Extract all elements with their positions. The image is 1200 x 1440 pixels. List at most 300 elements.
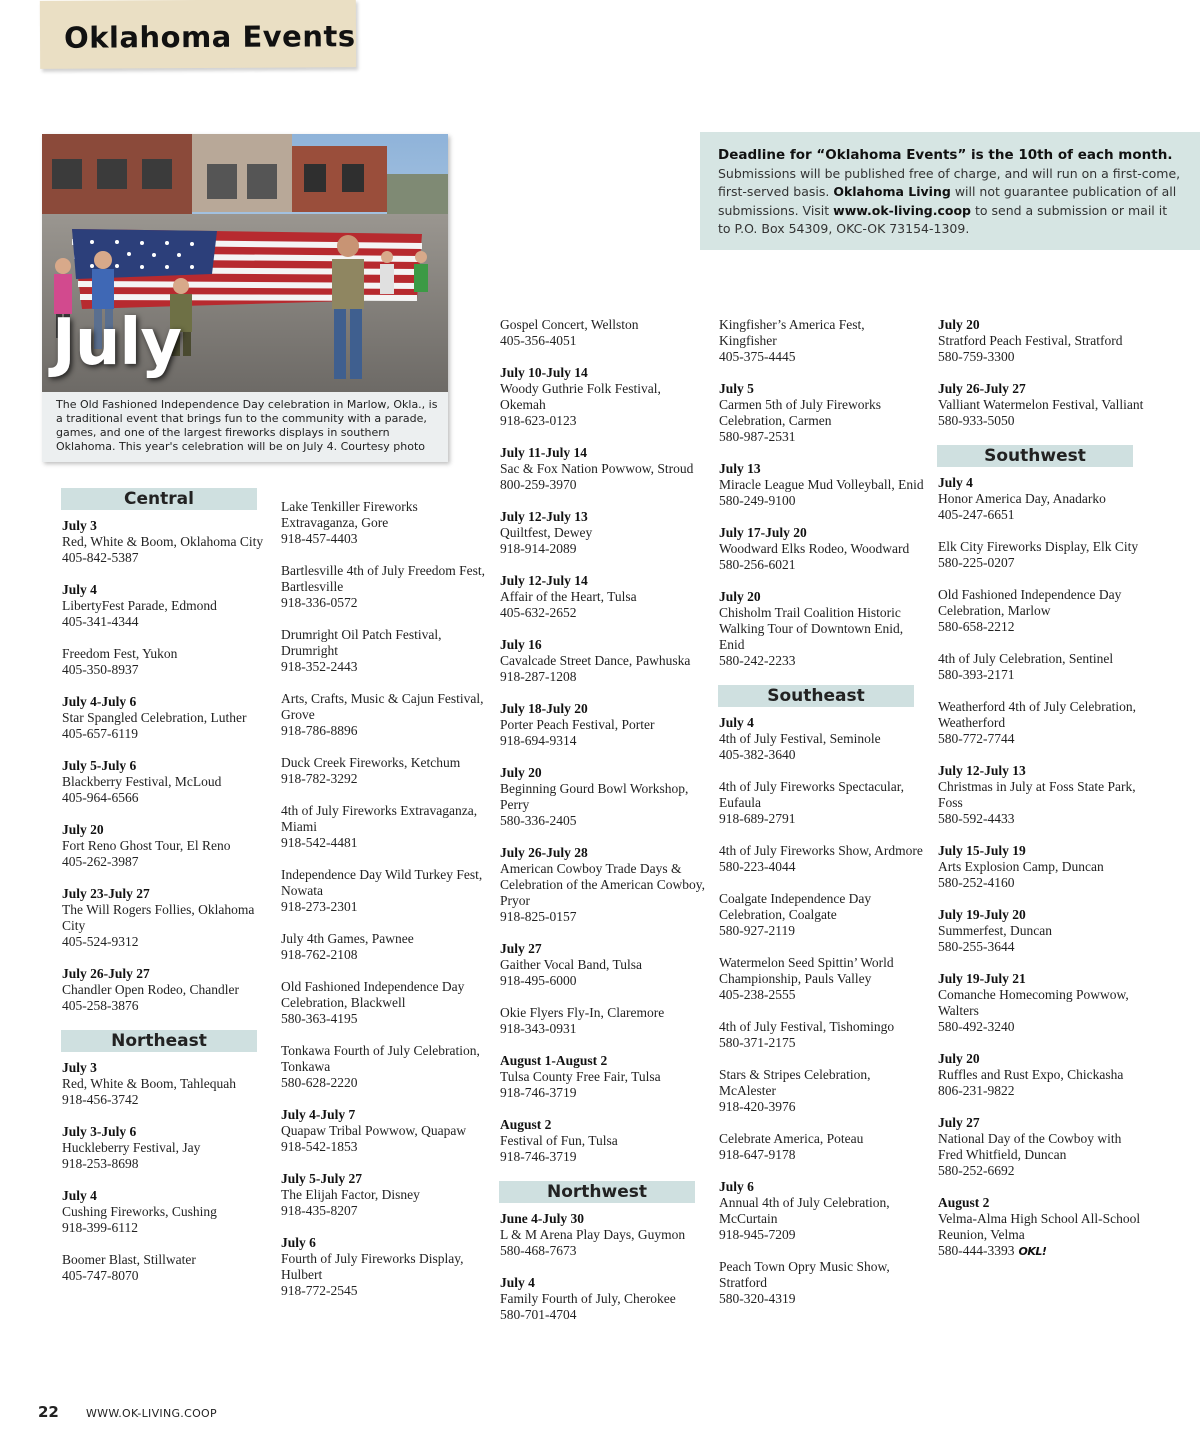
event-phone [281, 899, 487, 915]
event-phone [719, 1147, 925, 1163]
event-phone [62, 550, 268, 566]
event-name: Christmas in July at Foss State Park, Foss [938, 779, 1136, 810]
event-item [500, 1005, 706, 1037]
event-name: Independence Day Wild Turkey Fest, Nowata [281, 867, 483, 898]
event-phone-number: 580-444-3393 [938, 1243, 1015, 1258]
event-item [500, 1117, 706, 1165]
event-phone-number: 918-772-2545 [281, 1283, 358, 1298]
events-column-1 [62, 488, 268, 1300]
event-name: Stars & Stripes Celebration, McAlester [719, 1067, 871, 1098]
event-date: July 4 [719, 715, 754, 730]
event-item [281, 563, 487, 611]
event-phone-number: 580-336-2405 [500, 813, 577, 828]
event-item [500, 509, 706, 557]
event-item [500, 1211, 706, 1259]
event-name: Family Fourth of July, Cherokee [500, 1291, 676, 1306]
event-name: The Will Rogers Follies, Oklahoma City [62, 902, 255, 933]
event-phone [62, 998, 268, 1014]
event-date: July 26-July 28 [500, 845, 588, 860]
page-number: 22 [38, 1403, 59, 1421]
event-date: July 20 [938, 1051, 980, 1066]
footer-website-link[interactable]: WWW.OK-LIVING.COOP [85, 1407, 217, 1420]
event-phone-number: 580-658-2212 [938, 619, 1015, 634]
event-name: 4th of July Fireworks Spectacular, Eufaula [719, 779, 905, 810]
event-phone-number: 580-252-6692 [938, 1163, 1015, 1178]
event-date: July 4 [938, 475, 973, 490]
event-item [938, 971, 1144, 1035]
event-item [938, 1051, 1144, 1099]
event-item [500, 1275, 706, 1323]
event-name: Duck Creek Fireworks, Ketchum [281, 755, 461, 770]
event-item [938, 907, 1144, 955]
event-item [500, 941, 706, 989]
event-phone [500, 541, 706, 557]
event-phone [938, 667, 1144, 683]
event-phone [62, 662, 268, 678]
event-name: Annual 4th of July Celebration, McCurtain [719, 1195, 890, 1226]
event-name: Porter Peach Festival, Porter [500, 717, 655, 732]
event-phone [62, 790, 268, 806]
event-phone-number: 405-258-3876 [62, 998, 139, 1013]
event-phone [500, 1021, 706, 1037]
event-date: July 6 [719, 1179, 754, 1194]
event-name: Honor America Day, Anadarko [938, 491, 1106, 506]
event-phone-number: 918-343-0931 [500, 1021, 577, 1036]
event-item [719, 1019, 925, 1051]
event-name: Coalgate Independence Day Celebration, Coalgate [719, 891, 872, 922]
event-phone [281, 1075, 487, 1091]
event-item [719, 1131, 925, 1163]
event-phone [719, 1099, 925, 1115]
event-name: Celebrate America, Poteau [719, 1131, 864, 1146]
event-item [62, 886, 268, 950]
event-phone [500, 605, 706, 621]
event-item [281, 1107, 487, 1155]
event-name: Fourth of July Fireworks Display, Hulbert [281, 1251, 464, 1282]
event-name: Fort Reno Ghost Tour, El Reno [62, 838, 231, 853]
event-phone-number: 405-238-2555 [719, 987, 796, 1002]
event-phone-number: 918-273-2301 [281, 899, 358, 914]
event-phone [281, 1011, 487, 1027]
event-phone-number: 918-762-2108 [281, 947, 358, 962]
event-phone-number: 405-382-3640 [719, 747, 796, 762]
event-name: Blackberry Festival, McLoud [62, 774, 222, 789]
event-name: Chisholm Trail Coalition Historic Walking Tour of Downtown Enid, Enid [719, 605, 904, 652]
event-phone [281, 1139, 487, 1155]
event-phone-number: 580-223-4044 [719, 859, 796, 874]
event-date: July 5-July 6 [62, 758, 137, 773]
event-item [62, 966, 268, 1014]
event-phone [500, 477, 706, 493]
event-phone [938, 731, 1144, 747]
event-item [719, 1067, 925, 1115]
event-name: LibertyFest Parade, Edmond [62, 598, 217, 613]
event-phone [719, 429, 925, 445]
event-phone [500, 1149, 706, 1165]
event-date: July 23-July 27 [62, 886, 150, 901]
event-phone-number: 580-255-3644 [938, 939, 1015, 954]
event-name: Tulsa County Free Fair, Tulsa [500, 1069, 661, 1084]
page-title: Oklahoma Events [63, 19, 356, 55]
event-date: July 5-July 27 [281, 1171, 363, 1186]
region-heading: Southeast [718, 685, 914, 707]
event-date: July 6 [281, 1235, 316, 1250]
event-phone [281, 947, 487, 963]
event-name: Lake Tenkiller Fireworks Extravaganza, Gore [281, 499, 418, 530]
event-name: Beginning Gourd Bowl Workshop, Perry [500, 781, 689, 812]
event-date: July 3-July 6 [62, 1124, 137, 1139]
event-date: July 20 [62, 822, 104, 837]
event-name: Red, White & Boom, Tahlequah [62, 1076, 237, 1091]
event-phone [719, 557, 925, 573]
event-phone-number: 405-262-3987 [62, 854, 139, 869]
event-item [281, 627, 487, 675]
event-phone [500, 669, 706, 685]
event-item [500, 845, 706, 925]
event-phone [719, 987, 925, 1003]
event-phone [62, 1220, 268, 1236]
event-name: Miracle League Mud Volleyball, Enid [719, 477, 924, 492]
event-item [938, 381, 1144, 429]
event-item [719, 955, 925, 1003]
event-date: July 17-July 20 [719, 525, 807, 540]
event-name: Boomer Blast, Stillwater [62, 1252, 196, 1267]
event-name: Huckleberry Festival, Jay [62, 1140, 201, 1155]
event-phone [938, 619, 1144, 635]
event-item [62, 1124, 268, 1172]
event-date: July 12-July 13 [938, 763, 1026, 778]
event-date: July 4-July 7 [281, 1107, 356, 1122]
event-phone [500, 909, 706, 925]
event-item [500, 365, 706, 429]
event-item [500, 765, 706, 829]
event-name: Summerfest, Duncan [938, 923, 1052, 938]
event-phone [938, 1019, 1144, 1035]
event-phone [281, 771, 487, 787]
event-item [500, 573, 706, 621]
event-phone [281, 835, 487, 851]
event-phone [281, 723, 487, 739]
event-phone [938, 939, 1144, 955]
event-name: Peach Town Opry Music Show, Stratford [719, 1259, 890, 1290]
event-date: July 20 [500, 765, 542, 780]
event-name: Tonkawa Fourth of July Celebration, Tonkawa [281, 1043, 480, 1074]
event-phone [62, 1156, 268, 1172]
region-heading: Northeast [61, 1030, 257, 1052]
event-name: July 4th Games, Pawnee [281, 931, 414, 946]
event-item [62, 694, 268, 742]
event-phone-number: 918-647-9178 [719, 1147, 796, 1162]
event-phone-number: 918-336-0572 [281, 595, 358, 610]
event-phone [500, 813, 706, 829]
section-title-tab [40, 0, 356, 69]
event-phone-number: 580-249-9100 [719, 493, 796, 508]
region-heading: Northwest [499, 1181, 695, 1203]
event-name: 4th of July Celebration, Sentinel [938, 651, 1114, 666]
event-phone-number: 580-492-3240 [938, 1019, 1015, 1034]
event-item [281, 1043, 487, 1091]
event-date: July 27 [500, 941, 542, 956]
event-name: 4th of July Fireworks Show, Ardmore [719, 843, 923, 858]
event-phone [938, 555, 1144, 571]
event-phone [938, 507, 1144, 523]
event-phone-number: 580-701-4704 [500, 1307, 577, 1322]
event-item [62, 1060, 268, 1108]
event-name: Red, White & Boom, Oklahoma City [62, 534, 264, 549]
event-date: July 5 [719, 381, 754, 396]
event-phone [281, 1203, 487, 1219]
event-phone [719, 349, 925, 365]
event-name: American Cowboy Trade Days & Celebration of the American Cowboy, Pryor [500, 861, 705, 908]
region-heading: Central [61, 488, 257, 510]
event-phone-number: 918-352-2443 [281, 659, 358, 674]
event-item [719, 461, 925, 509]
event-phone [281, 659, 487, 675]
event-name: Old Fashioned Independence Day Celebration, Blackwell [281, 979, 465, 1010]
event-phone-number: 918-825-0157 [500, 909, 577, 924]
event-name: National Day of the Cowboy with Fred Whitfield, Duncan [938, 1131, 1122, 1162]
event-item [281, 499, 487, 547]
event-phone-number: 918-457-4403 [281, 531, 358, 546]
event-phone-number: 580-759-3300 [938, 349, 1015, 364]
event-phone [62, 1092, 268, 1108]
event-item [62, 822, 268, 870]
event-name: 4th of July Festival, Seminole [719, 731, 881, 746]
event-phone-number: 918-420-3976 [719, 1099, 796, 1114]
event-name: Old Fashioned Independence Day Celebration, Marlow [938, 587, 1122, 618]
event-phone-number: 580-927-2119 [719, 923, 795, 938]
event-name: Woodward Elks Rodeo, Woodward [719, 541, 910, 556]
event-phone-number: 918-945-7209 [719, 1227, 796, 1242]
event-phone [281, 595, 487, 611]
event-phone-number: 580-320-4319 [719, 1291, 796, 1306]
events-column-2 [281, 499, 487, 1315]
event-name: Chandler Open Rodeo, Chandler [62, 982, 239, 997]
event-item [281, 755, 487, 787]
event-phone [719, 1291, 925, 1307]
event-date: July 12-July 14 [500, 573, 588, 588]
event-phone-number: 580-225-0207 [938, 555, 1015, 570]
event-name: Weatherford 4th of July Celebration, Weatherford [938, 699, 1136, 730]
event-name: Cushing Fireworks, Cushing [62, 1204, 217, 1219]
event-date: July 3 [62, 1060, 97, 1075]
event-phone-number: 580-242-2233 [719, 653, 796, 668]
deadline-brand: Oklahoma Living [833, 184, 951, 199]
event-date: July 16 [500, 637, 542, 652]
event-item [938, 699, 1144, 747]
event-date: July 10-July 14 [500, 365, 588, 380]
events-column-5 [938, 317, 1144, 1276]
event-date: July 15-July 19 [938, 843, 1026, 858]
event-name: Watermelon Seed Spittin’ World Championship, Pauls Valley [719, 955, 894, 986]
event-phone [62, 934, 268, 950]
event-date: July 20 [938, 317, 980, 332]
event-name: Freedom Fest, Yukon [62, 646, 178, 661]
event-item [719, 779, 925, 827]
event-phone-number: 918-495-6000 [500, 973, 577, 988]
event-date: June 4-July 30 [500, 1211, 585, 1226]
event-item [281, 691, 487, 739]
event-phone [938, 1243, 1144, 1260]
event-date: August 2 [938, 1195, 990, 1210]
event-phone-number: 918-694-9314 [500, 733, 577, 748]
event-item [500, 637, 706, 685]
event-name: Carmen 5th of July Fireworks Celebration, Carmen [719, 397, 881, 428]
event-date: July 20 [719, 589, 761, 604]
event-name: Festival of Fun, Tulsa [500, 1133, 618, 1148]
event-name: L & M Arena Play Days, Guymon [500, 1227, 686, 1242]
event-date: July 19-July 21 [938, 971, 1026, 986]
event-name: Elk City Fireworks Display, Elk City [938, 539, 1139, 554]
event-date: July 11-July 14 [500, 445, 588, 460]
event-phone [938, 1083, 1144, 1099]
event-phone-number: 800-259-3970 [500, 477, 577, 492]
event-date: July 13 [719, 461, 761, 476]
event-item [719, 525, 925, 573]
event-item [719, 843, 925, 875]
event-phone-number: 918-287-1208 [500, 669, 577, 684]
event-date: July 19-July 20 [938, 907, 1026, 922]
event-name: Comanche Homecoming Powwow, Walters [938, 987, 1129, 1018]
event-phone-number: 918-746-3719 [500, 1085, 577, 1100]
event-phone [62, 614, 268, 630]
event-item [281, 979, 487, 1027]
event-phone [500, 1243, 706, 1259]
event-name: Quiltfest, Dewey [500, 525, 593, 540]
event-item [938, 317, 1144, 365]
event-phone-number: 405-341-4344 [62, 614, 139, 629]
event-name: Ruffles and Rust Expo, Chickasha [938, 1067, 1124, 1082]
event-item [938, 843, 1144, 891]
event-phone-number: 405-657-6119 [62, 726, 138, 741]
event-phone-number: 580-933-5050 [938, 413, 1015, 428]
event-item [938, 651, 1144, 683]
event-phone [719, 859, 925, 875]
event-item [62, 518, 268, 566]
event-phone [281, 1283, 487, 1299]
event-phone [281, 531, 487, 547]
event-item [62, 1188, 268, 1236]
deadline-body-1: Submissions will be published free of charge, and will run on a first-come, first-served basis. [718, 165, 1181, 199]
photo-caption: The Old Fashioned Independence Day celebration in Marlow, Okla., is a traditional event that brings fun to the community with a parade, games, and one of the largest fireworks displays in southern Oklahoma. This year's celebration will be on July 4. Courtesy photo [56, 398, 438, 453]
event-name: Stratford Peach Festival, Stratford [938, 333, 1123, 348]
event-item [719, 589, 925, 669]
event-name: Bartlesville 4th of July Freedom Fest, Bartlesville [281, 563, 485, 594]
event-item [938, 763, 1144, 827]
event-item [719, 891, 925, 939]
event-date: July 26-July 27 [938, 381, 1026, 396]
event-item [500, 701, 706, 749]
event-item [62, 646, 268, 678]
event-name: Affair of the Heart, Tulsa [500, 589, 637, 604]
event-name: 4th of July Fireworks Extravaganza, Miami [281, 803, 478, 834]
event-phone-number: 918-435-8207 [281, 1203, 358, 1218]
event-phone-number: 580-468-7673 [500, 1243, 577, 1258]
event-name: Drumright Oil Patch Festival, Drumright [281, 627, 442, 658]
event-item [62, 582, 268, 630]
event-phone [500, 413, 706, 429]
event-item [719, 1259, 925, 1307]
event-phone-number: 580-592-4433 [938, 811, 1015, 826]
event-phone-number: 580-393-2171 [938, 667, 1015, 682]
event-phone [719, 1035, 925, 1051]
event-date: July 3 [62, 518, 97, 533]
event-phone [719, 747, 925, 763]
event-date: July 12-July 13 [500, 509, 588, 524]
event-item [62, 758, 268, 806]
event-phone-number: 405-247-6651 [938, 507, 1015, 522]
event-date: August 1-August 2 [500, 1053, 608, 1068]
event-name: Sac & Fox Nation Powwow, Stroud [500, 461, 694, 476]
event-phone-number: 580-987-2531 [719, 429, 796, 444]
event-item [500, 317, 706, 349]
event-phone-number: 918-689-2791 [719, 811, 796, 826]
event-name: The Elijah Factor, Disney [281, 1187, 420, 1202]
event-date: July 4 [62, 582, 97, 597]
event-phone-number: 580-252-4160 [938, 875, 1015, 890]
events-column-4 [719, 317, 925, 1323]
ok-living-logo-icon: OKL! [1018, 1245, 1047, 1258]
event-phone-number: 918-253-8698 [62, 1156, 139, 1171]
event-date: July 4-July 6 [62, 694, 137, 709]
event-date: July 27 [938, 1115, 980, 1130]
event-name: Star Spangled Celebration, Luther [62, 710, 247, 725]
event-item [500, 1053, 706, 1101]
event-phone-number: 918-746-3719 [500, 1149, 577, 1164]
event-item [938, 1115, 1144, 1179]
event-item [281, 803, 487, 851]
deadline-url-link[interactable]: www.ok-living.coop [833, 202, 971, 218]
event-item [281, 931, 487, 963]
event-phone-number: 918-786-8896 [281, 723, 358, 738]
deadline-body-2: will not guarantee publication of all submissions. Visit [718, 184, 1177, 218]
event-phone-number: 580-256-6021 [719, 557, 796, 572]
event-name: Quapaw Tribal Powwow, Quapaw [281, 1123, 467, 1138]
event-item [719, 1179, 925, 1243]
event-phone-number: 580-371-2175 [719, 1035, 796, 1050]
event-date: July 26-July 27 [62, 966, 150, 981]
event-item [281, 867, 487, 915]
event-name: Velma-Alma High School All-School Reunion, Velma [938, 1211, 1141, 1242]
month-label: July [52, 306, 182, 380]
event-item [500, 445, 706, 493]
deadline-notice [700, 132, 1200, 250]
event-phone-number: 405-356-4051 [500, 333, 577, 348]
event-name: Woody Guthrie Folk Festival, Okemah [500, 381, 661, 412]
event-phone-number: 405-632-2652 [500, 605, 577, 620]
event-phone-number: 405-350-8937 [62, 662, 139, 677]
event-name: Kingfisher’s America Fest, Kingfisher [719, 317, 865, 348]
event-phone-number: 918-782-3292 [281, 771, 358, 786]
event-phone [719, 653, 925, 669]
event-name: Cavalcade Street Dance, Pawhuska [500, 653, 691, 668]
event-name: Gaither Vocal Band, Tulsa [500, 957, 643, 972]
event-name: Valliant Watermelon Festival, Valliant [938, 397, 1144, 412]
event-phone-number: 580-772-7744 [938, 731, 1015, 746]
event-phone-number: 918-456-3742 [62, 1092, 139, 1107]
event-phone [62, 726, 268, 742]
event-phone [500, 973, 706, 989]
event-phone [500, 733, 706, 749]
event-phone [938, 875, 1144, 891]
event-phone-number: 580-363-4195 [281, 1011, 358, 1026]
photo-card [42, 134, 448, 462]
event-item [938, 475, 1144, 523]
region-heading: Southwest [937, 445, 1133, 467]
event-phone [938, 1163, 1144, 1179]
event-phone-number: 918-914-2089 [500, 541, 577, 556]
event-phone [938, 349, 1144, 365]
